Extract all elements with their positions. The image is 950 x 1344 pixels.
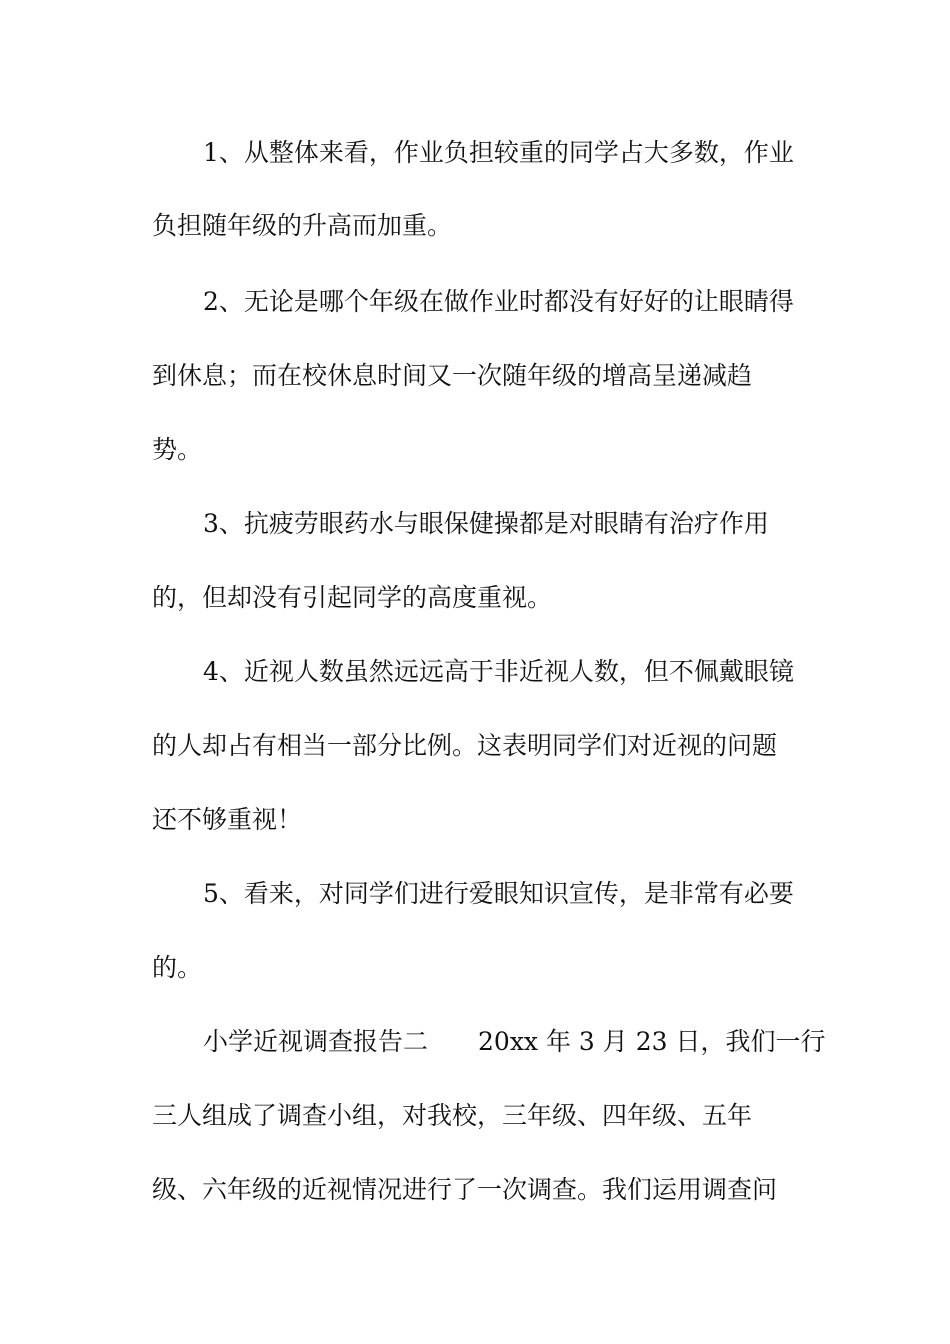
paragraph-1-line-2: 负担随年级的升高而加重。 [152, 211, 453, 240]
paragraph-3-line-2: 的，但却没有引起同学的高度重视。 [152, 583, 553, 612]
paragraph-6-line-1: 小学近视调查报告二 20xx 年 3 月 23 日，我们一行 [203, 1027, 826, 1056]
paragraph-5-line-2: 的。 [152, 953, 203, 982]
paragraph-2-line-3: 势。 [152, 435, 203, 464]
paragraph-2-line-1: 2、无论是哪个年级在做作业时都没有好好的让眼睛得 [203, 287, 794, 316]
paragraph-2-line-2: 到休息；而在校休息时间又一次随年级的增高呈递减趋 [152, 361, 753, 390]
paragraph-6-line-2: 三人组成了调查小组，对我校，三年级、四年级、五年 [152, 1101, 753, 1130]
paragraph-4-line-1: 4、近视人数虽然远远高于非近视人数，但不佩戴眼镜 [203, 657, 794, 686]
paragraph-3-line-1: 3、抗疲劳眼药水与眼保健操都是对眼睛有治疗作用 [203, 509, 769, 538]
paragraph-4-line-2: 的人却占有相当一部分比例。这表明同学们对近视的问题 [152, 731, 778, 760]
paragraph-5-line-1: 5、看来，对同学们进行爱眼知识宣传，是非常有必要 [203, 879, 794, 908]
paragraph-4-line-3: 还不够重视！ [152, 805, 303, 834]
paragraph-6-line-3: 级、六年级的近视情况进行了一次调查。我们运用调查问 [152, 1175, 778, 1204]
paragraph-1-line-1: 1、从整体来看，作业负担较重的同学占大多数，作业 [203, 138, 794, 167]
